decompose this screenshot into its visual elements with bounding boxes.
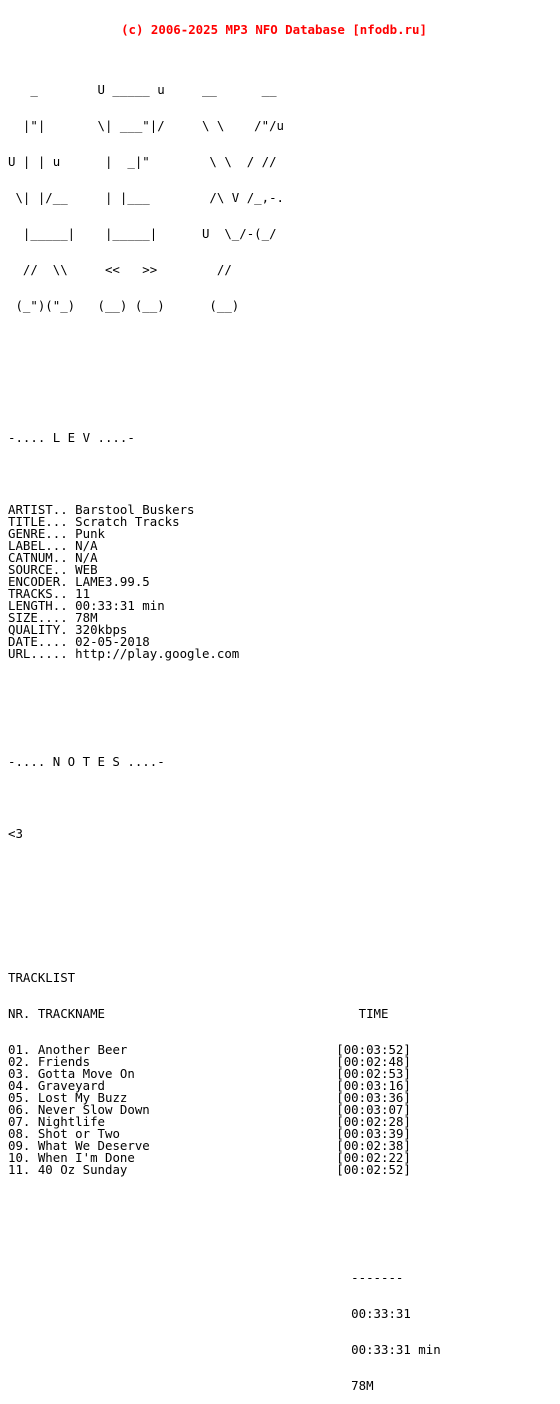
track-number: 06. bbox=[8, 1102, 31, 1117]
tracklist-title: TRACKLIST bbox=[8, 970, 76, 985]
logo-line: |"| \| ___"|/ \ \ /"/u bbox=[8, 118, 285, 133]
track-name: Shot or Two bbox=[30, 1126, 120, 1141]
nfodb-header: (c) 2006-2025 MP3 NFO Database [nfodb.ru] bbox=[121, 22, 427, 37]
track-number: 09. bbox=[8, 1138, 31, 1153]
info-value: LAME3.99.5 bbox=[67, 574, 150, 589]
info-key: TITLE... bbox=[8, 514, 68, 529]
track-time: [00:03:36] bbox=[336, 1090, 411, 1105]
info-key: SOURCE.. bbox=[8, 562, 68, 577]
track-row bbox=[8, 1164, 556, 1176]
info-key: SIZE.... bbox=[8, 610, 68, 625]
info-value: N/A bbox=[67, 550, 98, 565]
track-name: When I'm Done bbox=[30, 1150, 135, 1165]
info-value: 320kbps bbox=[67, 622, 128, 637]
info-value: Punk bbox=[67, 526, 105, 541]
info-value: Scratch Tracks bbox=[67, 514, 180, 529]
tracklist bbox=[8, 1044, 556, 1176]
track-number: 07. bbox=[8, 1114, 31, 1129]
info-value: Barstool Buskers bbox=[67, 502, 195, 517]
info-value: N/A bbox=[67, 538, 98, 553]
ascii-logo bbox=[8, 60, 556, 336]
info-key: ENCODER. bbox=[8, 574, 68, 589]
info-key: GENRE... bbox=[8, 526, 68, 541]
track-time: [00:02:38] bbox=[336, 1138, 411, 1153]
info-key: LENGTH.. bbox=[8, 598, 68, 613]
logo-line: U | | u | _|" \ \ / // bbox=[8, 154, 277, 169]
totals-separator: ------- bbox=[8, 1270, 404, 1285]
total-time: 00:33:31 bbox=[8, 1306, 411, 1321]
section-title: -.... L E V ....- bbox=[8, 430, 135, 445]
track-name: Gotta Move On bbox=[30, 1066, 135, 1081]
info-value: 78M bbox=[67, 610, 98, 625]
track-number: 08. bbox=[8, 1126, 31, 1141]
track-name: Lost My Buzz bbox=[30, 1090, 128, 1105]
track-time: [00:03:39] bbox=[336, 1126, 411, 1141]
track-number: 02. bbox=[8, 1054, 31, 1069]
track-name: Another Beer bbox=[30, 1042, 128, 1057]
release-info bbox=[8, 504, 556, 660]
info-key: DATE.... bbox=[8, 634, 68, 649]
info-value: WEB bbox=[67, 562, 98, 577]
track-time: [00:02:28] bbox=[336, 1114, 411, 1129]
track-time: [00:02:22] bbox=[336, 1150, 411, 1165]
track-name: Nightlife bbox=[30, 1114, 105, 1129]
total-size: 78M bbox=[8, 1378, 374, 1393]
info-key: URL..... bbox=[8, 646, 68, 661]
total-length: 00:33:31 min bbox=[8, 1342, 441, 1357]
logo-line: \| |/__ | |___ /\ V /_,-. bbox=[8, 190, 285, 205]
info-key: ARTIST.. bbox=[8, 502, 68, 517]
track-number: 01. bbox=[8, 1042, 31, 1057]
info-key: TRACKS.. bbox=[8, 586, 68, 601]
logo-line: // \\ << >> // bbox=[8, 262, 232, 277]
logo-line: |_____| |_____| U \_/-(_/ bbox=[8, 226, 277, 241]
track-time: [00:02:52] bbox=[336, 1162, 411, 1177]
track-name: Never Slow Down bbox=[30, 1102, 150, 1117]
col-time: TIME bbox=[358, 1006, 389, 1021]
info-value: 11 bbox=[67, 586, 91, 601]
track-time: [00:02:48] bbox=[336, 1054, 411, 1069]
track-number: 04. bbox=[8, 1078, 31, 1093]
col-nr: NR. bbox=[8, 1006, 31, 1021]
info-row bbox=[8, 576, 556, 588]
track-number: 10. bbox=[8, 1150, 31, 1165]
track-name: Friends bbox=[30, 1054, 91, 1069]
info-key: CATNUM.. bbox=[8, 550, 68, 565]
info-value: 02-05-2018 bbox=[67, 634, 150, 649]
info-value: 00:33:31 min bbox=[67, 598, 165, 613]
notes-text: <3 bbox=[8, 826, 23, 841]
track-time: [00:03:52] bbox=[336, 1042, 411, 1057]
track-time: [00:03:16] bbox=[336, 1078, 411, 1093]
track-number: 05. bbox=[8, 1090, 31, 1105]
track-name: What We Deserve bbox=[30, 1138, 150, 1153]
track-number: 03. bbox=[8, 1066, 31, 1081]
track-time: [00:03:07] bbox=[336, 1102, 411, 1117]
notes-title: -.... N O T E S ....- bbox=[8, 754, 165, 769]
logo-line: _ U _____ u __ __ bbox=[8, 82, 277, 97]
info-key: LABEL... bbox=[8, 538, 68, 553]
track-number: 11. bbox=[8, 1162, 31, 1177]
track-time: [00:02:53] bbox=[336, 1066, 411, 1081]
info-value: http://play.google.com bbox=[67, 646, 240, 661]
track-name: Graveyard bbox=[30, 1078, 105, 1093]
info-key: QUALITY. bbox=[8, 622, 68, 637]
logo-line: (_")("_) (__) (__) (__) bbox=[8, 298, 240, 313]
col-trackname: TRACKNAME bbox=[37, 1006, 105, 1021]
track-name: 40 Oz Sunday bbox=[30, 1162, 128, 1177]
info-row bbox=[8, 648, 556, 660]
tracklist-header bbox=[8, 1008, 556, 1020]
nfo-document bbox=[8, 0, 556, 1393]
